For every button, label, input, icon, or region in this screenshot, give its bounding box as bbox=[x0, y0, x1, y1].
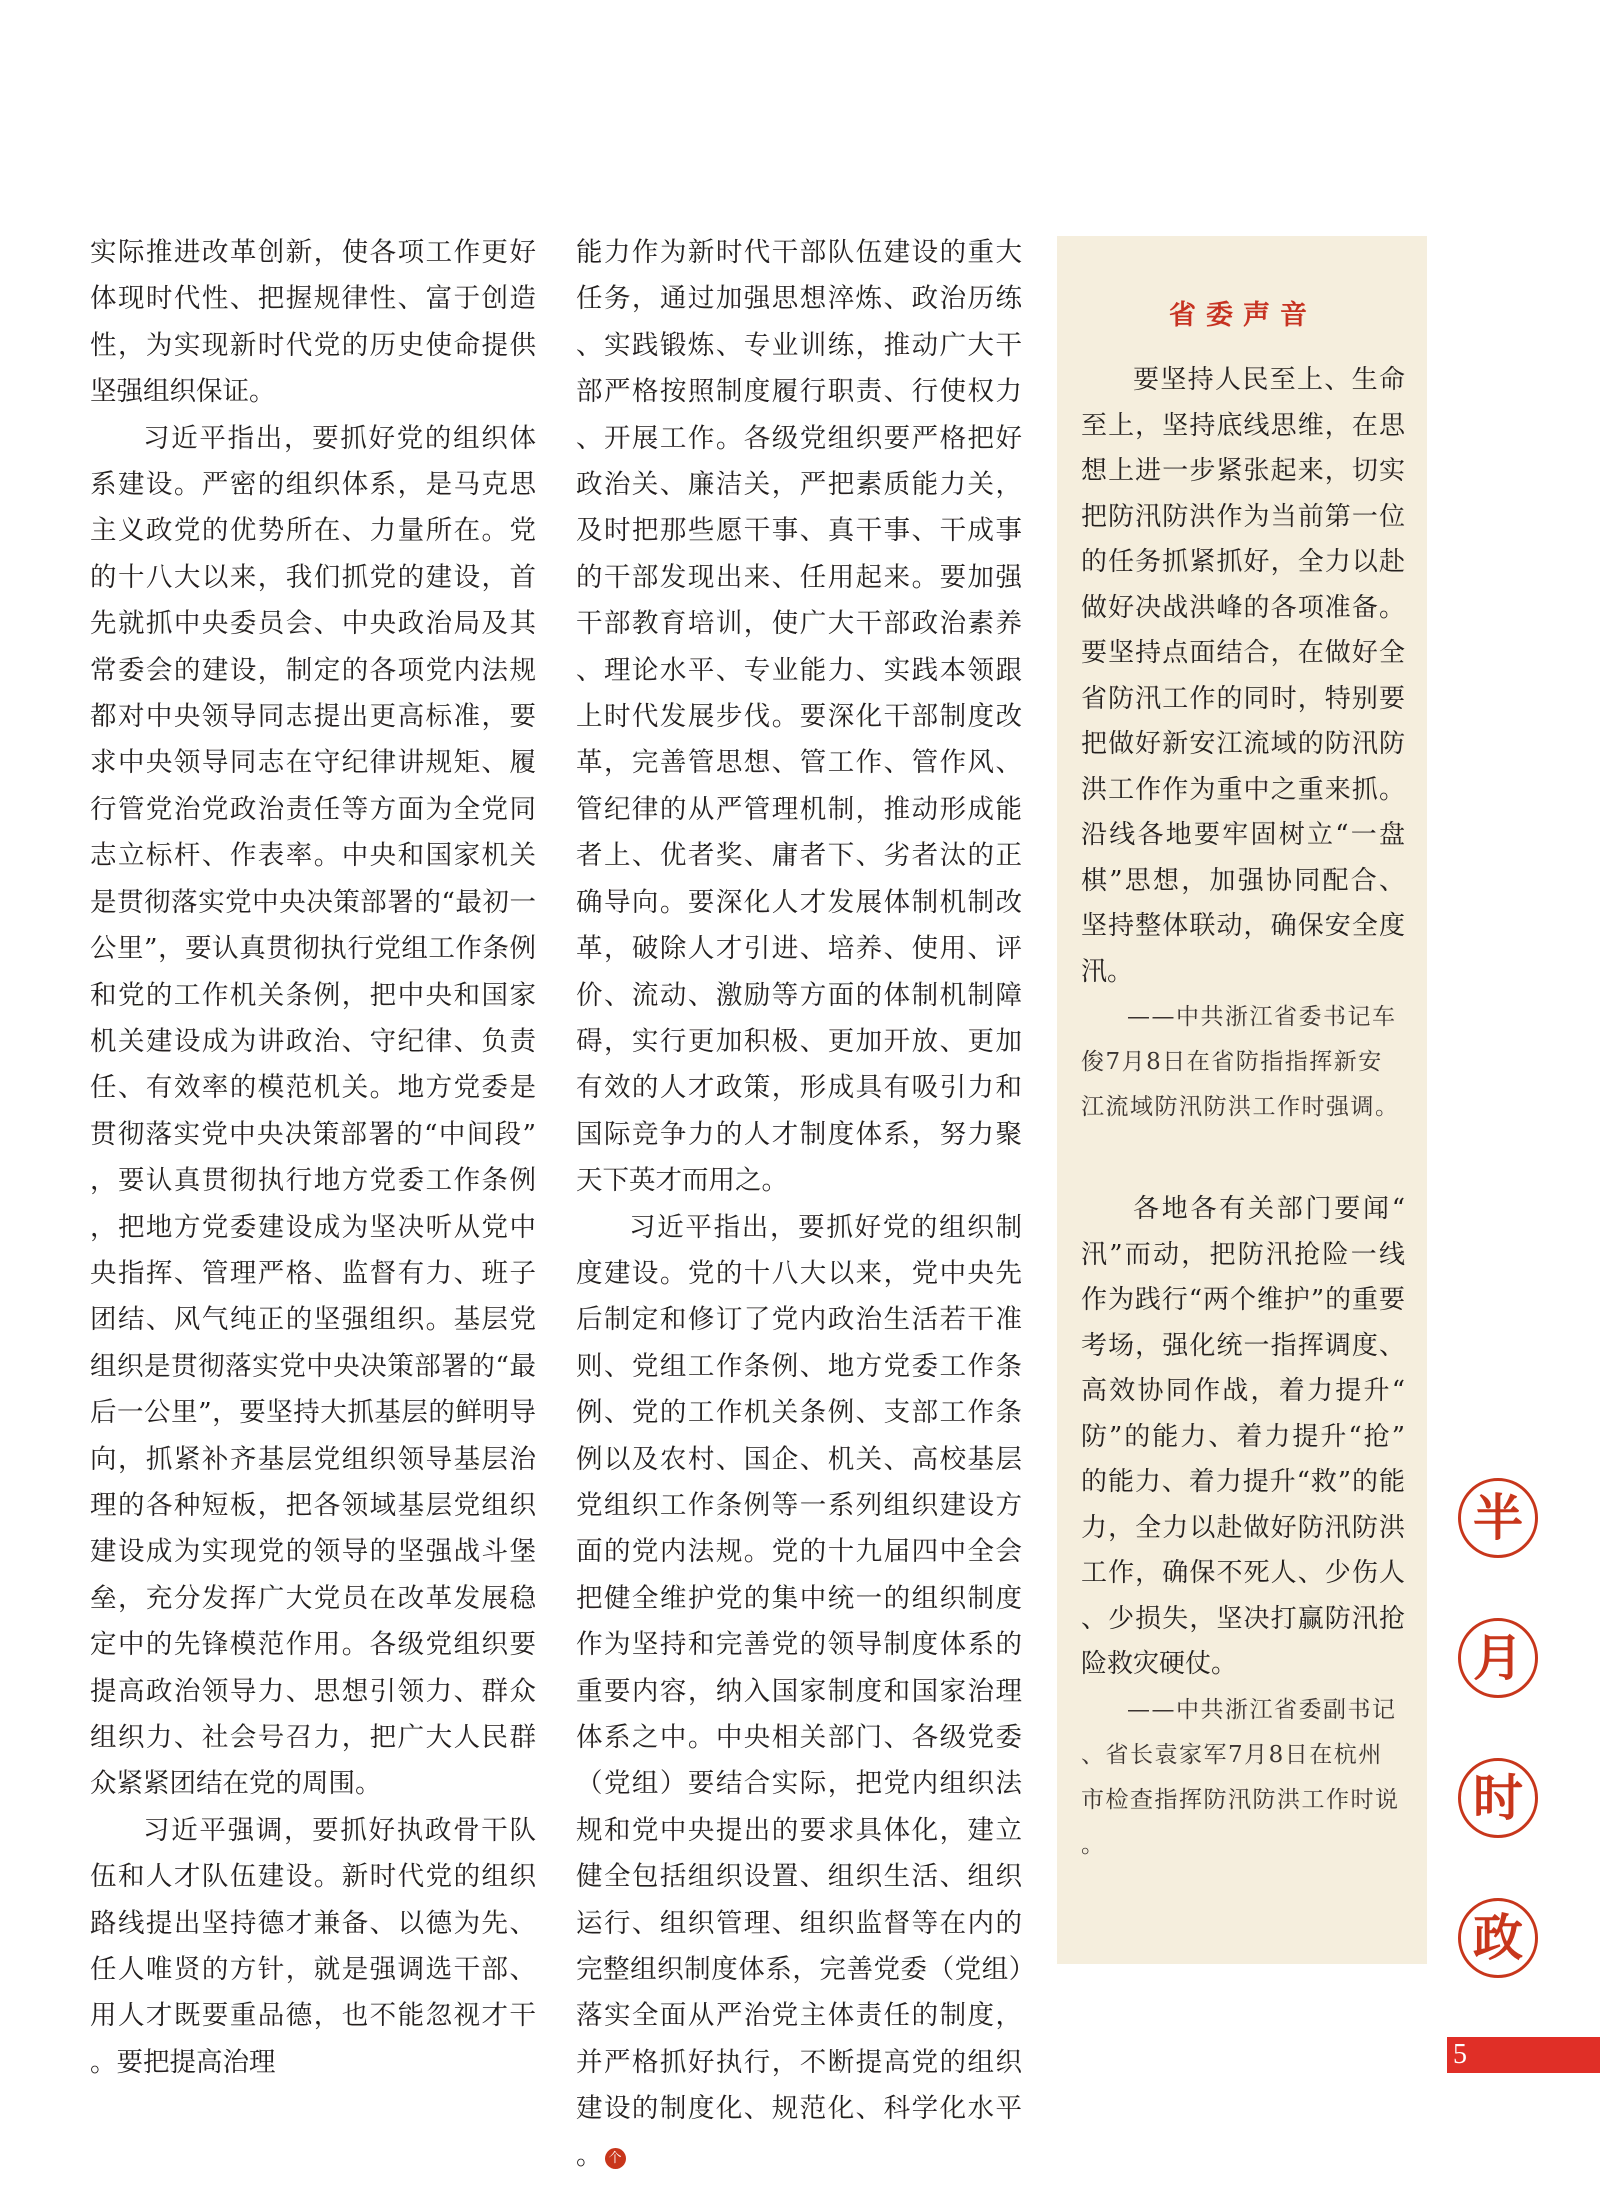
right-text-column bbox=[576, 230, 1022, 2179]
sidebar-quote: 要坚持人民至上、生命至上，坚持底线思维，在思想上进一步紧张起来，切实把防汛防洪作为当前第一位的任务抓紧抓好，全力以赴做好决战洪峰的各项准备。要坚持点面结合，在做好全省防汛工作的同时，特别要把做好新安江流域的防汛防洪工作作为重中之重来抓。沿线各地要牢固树立“一盘棋”思想，加强协同配合、坚持整体联动，确保安全度汛。 bbox=[1081, 365, 1405, 987]
sidebar-quote-source: ——中共浙江省委书记车俊7月8日在省防指指挥新安江流域防汛防洪工作时强调。 bbox=[1081, 1004, 1400, 1120]
provincial-voice-sidebar bbox=[1057, 236, 1427, 1964]
sidebar-title: 省委声音 bbox=[1169, 300, 1317, 331]
left-text-column bbox=[90, 230, 536, 2086]
body-paragraph: 习近平强调，要抓好执政骨干队伍和人才队伍建设。新时代党的组织路线提出坚持德才兼备、以德为先、任人唯贤的方针，就是强调选干部、用人才既要重品德，也不能忽视才干。要把提高治理 bbox=[90, 1814, 536, 2078]
section-label-char: 月 bbox=[1458, 1618, 1538, 1698]
sidebar-quote: 各地各有关部门要闻“汛”而动，把防汛抢险一线作为践行“两个维护”的重要考场，强化统一指挥调度、高效协同作战，着力提升“防”的能力、着力提升“抢”的能力、着力提升“救”的能力，全力以赴做好防汛防洪工作，确保不死人、少伤人、少损失，坚决打赢防汛抢险救灾硬仗。 bbox=[1081, 1194, 1405, 1679]
page-number: 5 bbox=[1453, 2039, 1467, 2070]
article-end-mark: 个 bbox=[605, 2148, 626, 2169]
body-paragraph-text: 习近平指出，要抓好党的组织制度建设。党的十八大以来，党中央先后制定和修订了党内政治生活若干准则、党组工作条例、地方党委工作条例、党的工作机关条例、支部工作条例以及农村、国企、机关、高校基层党组织工作条例等一系列组织建设方面的党内法规。党的十九届四中全会把健全维护党的集中统一的组织制度作为坚持和完善党的领导制度体系的重要内容，纳入国家制度和国家治理体系之中。中央相关部门、各级党委（党组）要结合实际，把党内组织法规和党中央提出的要求具体化，建立健全包括组织设置、组织生活、组织运行、组织管理、组织监督等在内的完整组织制度体系，完善党委（党组）落实全面从严治党主体责任的制度，并严格抓好执行，不断提高党的组织建设的制度化、规范化、科学化水平。 bbox=[576, 1211, 1022, 2171]
body-paragraph: 能力作为新时代干部队伍建设的重大任务，通过加强思想淬炼、政治历练、实践锻炼、专业训练，推动广大干部严格按照制度履行职责、行使权力、开展工作。各级党组织要严格把好政治关、廉洁关，严把素质能力关，及时把那些愿干事、真干事、干成事的干部发现出来、任用起来。要加强干部教育培训，使广大干部政治素养、理论水平、专业能力、实践本领跟上时代发展步伐。要深化干部制度改革，完善管思想、管工作、管作风、管纪律的从严管理机制，推动形成能者上、优者奖、庸者下、劣者汰的正确导向。要深化人才发展体制机制改革，破除人才引进、培养、使用、评价、流动、激励等方面的体制机制障碍，实行更加积极、更加开放、更加有效的人才政策，形成具有吸引力和国际竞争力的人才制度体系，努力聚天下英才而用之。 bbox=[576, 237, 1022, 1197]
section-label-char: 政 bbox=[1458, 1898, 1538, 1978]
sidebar-quote-source: ——中共浙江省委副书记、省长袁家军7月8日在杭州市检查指挥防汛防洪工作时说。 bbox=[1081, 1696, 1400, 1858]
section-label-char: 时 bbox=[1458, 1758, 1538, 1838]
body-paragraph: 习近平指出，要抓好党的组织体系建设。严密的组织体系，是马克思主义政党的优势所在、力量所在。党的十八大以来，我们抓党的建设，首先就抓中央委员会、中央政治局及其常委会的建设，制定的各项党内法规都对中央领导同志提出更高标准，要求中央领导同志在守纪律讲规矩、履行管党治党政治责任等方面为全党同志立标杆、作表率。中央和国家机关是贯彻落实党中央决策部署的“最初一公里”，要认真贯彻执行党组工作条例和党的工作机关条例，把中央和国家机关建设成为讲政治、守纪律、负责任、有效率的模范机关。地方党委是贯彻落实党中央决策部署的“中间段”，要认真贯彻执行地方党委工作条例，把地方党委建设成为坚决听从党中央指挥、管理严格、监督有力、班子团结、风气纯正的坚强组织。基层党组织是贯彻落实党中央决策部署的“最后一公里”，要坚持大抓基层的鲜明导向，抓紧补齐基层党组织领导基层治理的各种短板，把各领域基层党组织建设成为实现党的领导的坚强战斗堡垒，充分发挥广大党员在改革发展稳定中的先锋模范作用。各级党组织要提高政治领导力、思想引领力、群众组织力、社会号召力，把广大人民群众紧紧团结在党的周围。 bbox=[90, 422, 536, 1800]
page-number-band bbox=[1447, 2037, 1600, 2073]
sidebar-spacer bbox=[1081, 1130, 1405, 1187]
body-paragraph: 实际推进改革创新，使各项工作更好体现时代性、把握规律性、富于创造性，为实现新时代党的历史使命提供坚强组织保证。 bbox=[90, 237, 536, 408]
body-paragraph bbox=[576, 1205, 1022, 2180]
section-label-column bbox=[1458, 1478, 1544, 2038]
section-label-char: 半 bbox=[1458, 1478, 1538, 1558]
